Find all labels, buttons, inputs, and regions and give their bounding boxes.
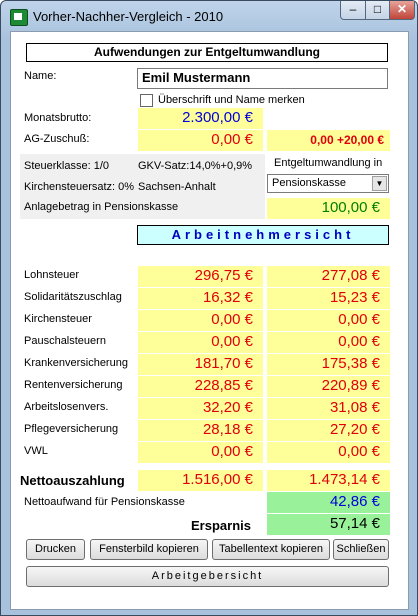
ag-zuschuss-after-field[interactable]: 0,00 +20,00 € — [267, 130, 390, 151]
row-label: Kirchensteuer — [24, 313, 92, 325]
drucken-button[interactable]: Drucken — [26, 539, 85, 560]
row-before-value[interactable]: 0,00 € — [138, 442, 263, 463]
row-after-value[interactable]: 0,00 € — [267, 332, 390, 353]
gkv-satz-text: GKV-Satz:14,0%+0,9% — [138, 160, 253, 172]
row-label: Krankenversicherung — [24, 357, 128, 369]
row-before-value[interactable]: 0,00 € — [138, 310, 263, 331]
row-after-value[interactable]: 277,08 € — [267, 266, 390, 287]
name-input[interactable]: Emil Mustermann — [137, 68, 388, 89]
row-after-value[interactable]: 220,89 € — [267, 376, 390, 397]
row-before-value[interactable]: 296,75 € — [138, 266, 263, 287]
row-label: Rentenversicherung — [24, 379, 123, 391]
kirchensteuersatz-text: Kirchensteuersatz: 0% — [24, 181, 135, 193]
row-after-value[interactable]: 0,00 € — [267, 442, 390, 463]
row-before-value[interactable]: 16,32 € — [138, 288, 263, 309]
row-before-value[interactable]: 28,18 € — [138, 420, 263, 441]
row-before-value[interactable]: 228,85 € — [138, 376, 263, 397]
bundesland-text: Sachsen-Anhalt — [138, 181, 216, 193]
row-label: Solidaritätszuschlag — [24, 291, 122, 303]
row-after-value[interactable]: 27,20 € — [267, 420, 390, 441]
ersparnis-label: Ersparnis — [191, 518, 251, 533]
fensterbild-kopieren-button[interactable]: Fensterbild kopieren — [90, 539, 208, 560]
form-heading: Aufwendungen zur Entgeltumwandlung — [26, 43, 388, 62]
row-label: Lohnsteuer — [24, 269, 80, 281]
row-label: Arbeitslosenvers. — [24, 401, 109, 413]
monatsbrutto-label: Monatsbrutto: — [24, 112, 92, 124]
client-area — [10, 31, 409, 610]
remember-label: Überschrift und Name merken — [158, 94, 305, 106]
arbeitnehmersicht-banner: Arbeitnehmersicht — [137, 225, 389, 245]
row-label: Pauschalsteuern — [24, 335, 106, 347]
row-after-value[interactable]: 31,08 € — [267, 398, 390, 419]
chevron-down-icon[interactable]: ▼ — [372, 176, 387, 191]
schliessen-button[interactable]: Schließen — [333, 539, 389, 560]
entgeltumwandlung-select[interactable] — [267, 174, 389, 193]
nettoaufwand-label: Nettoaufwand für Pensionskasse — [24, 496, 185, 508]
name-label: Name: — [24, 70, 57, 82]
arbeitgebersicht-button[interactable]: Arbeitgebersicht — [26, 566, 389, 587]
row-label: Pflegeversicherung — [24, 423, 119, 435]
app-icon — [10, 9, 28, 26]
row-before-value[interactable]: 32,20 € — [138, 398, 263, 419]
ag-zuschuss-field[interactable]: 0,00 € — [138, 130, 263, 151]
monatsbrutto-field[interactable]: 2.300,00 € — [138, 108, 263, 129]
steuerklasse-text: Steuerklasse: 1/0 — [24, 160, 109, 172]
nettoauszahlung-label: Nettoauszahlung — [20, 473, 125, 488]
window-title: Vorher-Nachher-Vergleich - 2010 — [33, 9, 224, 24]
ag-zuschuss-label: AG-Zuschuß: — [24, 133, 90, 145]
minimize-button[interactable]: ‒ — [340, 1, 366, 20]
row-after-value[interactable]: 0,00 € — [267, 310, 390, 331]
title-bar[interactable] — [1, 1, 417, 29]
anlagebetrag-field[interactable]: 100,00 € — [267, 198, 390, 219]
maximize-button[interactable]: □ — [365, 1, 390, 20]
row-label: VWL — [24, 445, 48, 457]
nettoaufwand-field[interactable]: 42,86 € — [267, 492, 390, 513]
anlagebetrag-label: Anlagebetrag in Pensionskasse — [24, 201, 179, 213]
row-before-value[interactable]: 181,70 € — [138, 354, 263, 375]
ersparnis-field[interactable]: 57,14 € — [267, 514, 390, 535]
row-after-value[interactable]: 175,38 € — [267, 354, 390, 375]
netto-after-field[interactable]: 1.473,14 € — [267, 470, 390, 491]
netto-before-field[interactable]: 1.516,00 € — [138, 470, 263, 491]
row-after-value[interactable]: 15,23 € — [267, 288, 390, 309]
entgeltumwandlung-label: Entgeltumwandlung in — [274, 157, 383, 169]
entgeltumwandlung-selected: Pensionskasse — [272, 177, 346, 189]
row-before-value[interactable]: 0,00 € — [138, 332, 263, 353]
tabellentext-kopieren-button[interactable]: Tabellentext kopieren — [212, 539, 330, 560]
remember-checkbox[interactable] — [140, 94, 153, 107]
close-button[interactable]: ✕ — [389, 1, 415, 20]
